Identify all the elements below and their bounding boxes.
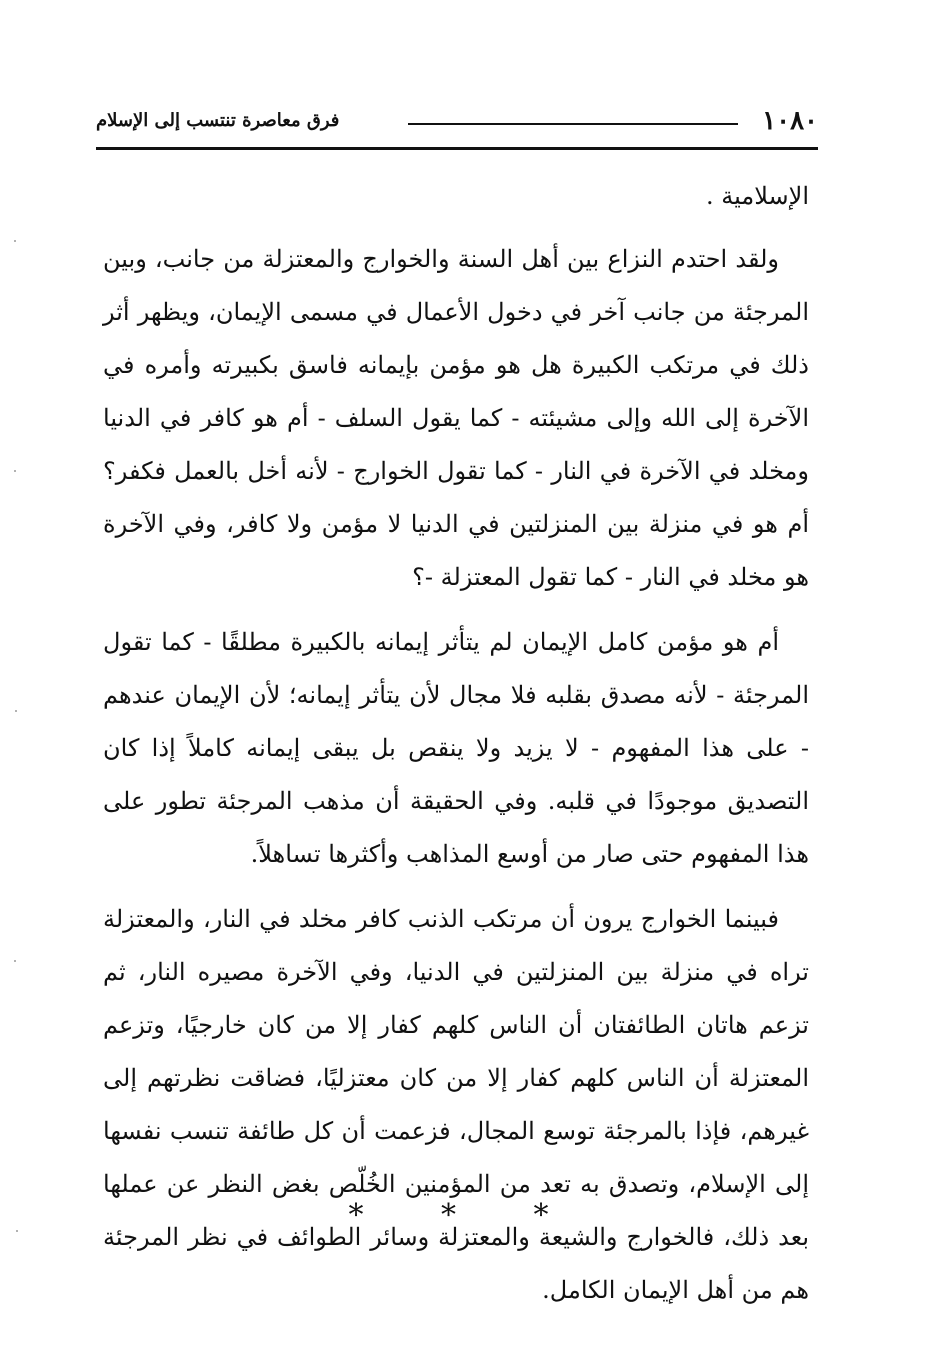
paragraph-3: فبينما الخوارج يرون أن مرتكب الذنب كافر مخلد في النار، والمعتزلة تراه في منزلة بين المنزلتين في الدنيا، وفي الآخرة مصيره النار، ثم تزعم هاتان الطائفتان أن الناس كلهم كفار إلا من كان خارجيًا، وتزعم المعتزلة أن الناس كلهم كفار إلا من كان معتزليًا، فضاقت نظرتهم إلى غيرهم، فإذا بالمرجئة توسع المجال، فزعمت أن كل طائفة تنسب نفسها إلى الإسلام، وتصدق به تعد من المؤمنين الخُلّص بغض النظر عن عملها بعد ذلك، فالخوارج والشيعة والمعتزلة وسائر الطوائف في نظر المرجئة هم من أهل الإيمان الكامل. (103, 905, 809, 1304)
paragraph-2: أم هو مؤمن كامل الإيمان لم يتأثر إيمانه بالكبيرة مطلقًا - كما تقول المرجئة - لأنه مصدق بقلبه فلا مجال لأن يتأثر إيمانه؛ لأن الإيمان عندهم - على هذا المفهوم - لا يزيد ولا ينقص بل يبقى إيمانه كاملاً إذا كان التصديق موجودًا في قلبه. وفي الحقيقة أن مذهب المرجئة تطور على هذا المفهوم حتى صار من أوسع المذاهب وأكثرها تساهلاً. (103, 628, 809, 868)
page-header (96, 106, 818, 152)
scan-speck (16, 1230, 18, 1232)
scan-speck (14, 470, 16, 472)
scan-speck (14, 240, 16, 242)
page-number: ١٠٨٠ (762, 106, 818, 136)
section-separator: * * * (348, 1198, 583, 1233)
header-rule (96, 147, 818, 150)
paragraph-1: ولقد احتدم النزاع بين أهل السنة والخوارج والمعتزلة من جانب، وبين المرجئة من جانب آخر في دخول الأعمال في مسمى الإيمان، ويظهر أثر ذلك في مرتكب الكبيرة هل هو مؤمن بإيمانه فاسق بكبيرته وأمره في الآخرة إلى الله وإلى مشيئته - كما يقول السلف - أم هو كافر في الدنيا ومخلد في الآخرة في النار - كما تقول الخوارج - لأنه أخل بالعمل فكفر؟ أم هو في منزلة بين المنزلتين في الدنيا لا مؤمن ولا كافر، وفي الآخرة هو مخلد في النار - كما تقول المعتزلة -؟ (103, 245, 809, 591)
lead-line: الإسلامية . (705, 182, 809, 210)
header-dash-line (408, 123, 738, 125)
scan-speck (14, 960, 16, 962)
scan-speck (15, 710, 17, 712)
running-title: فرق معاصرة تنتسب إلى الإسلام (96, 110, 340, 131)
body-text (103, 170, 809, 1329)
